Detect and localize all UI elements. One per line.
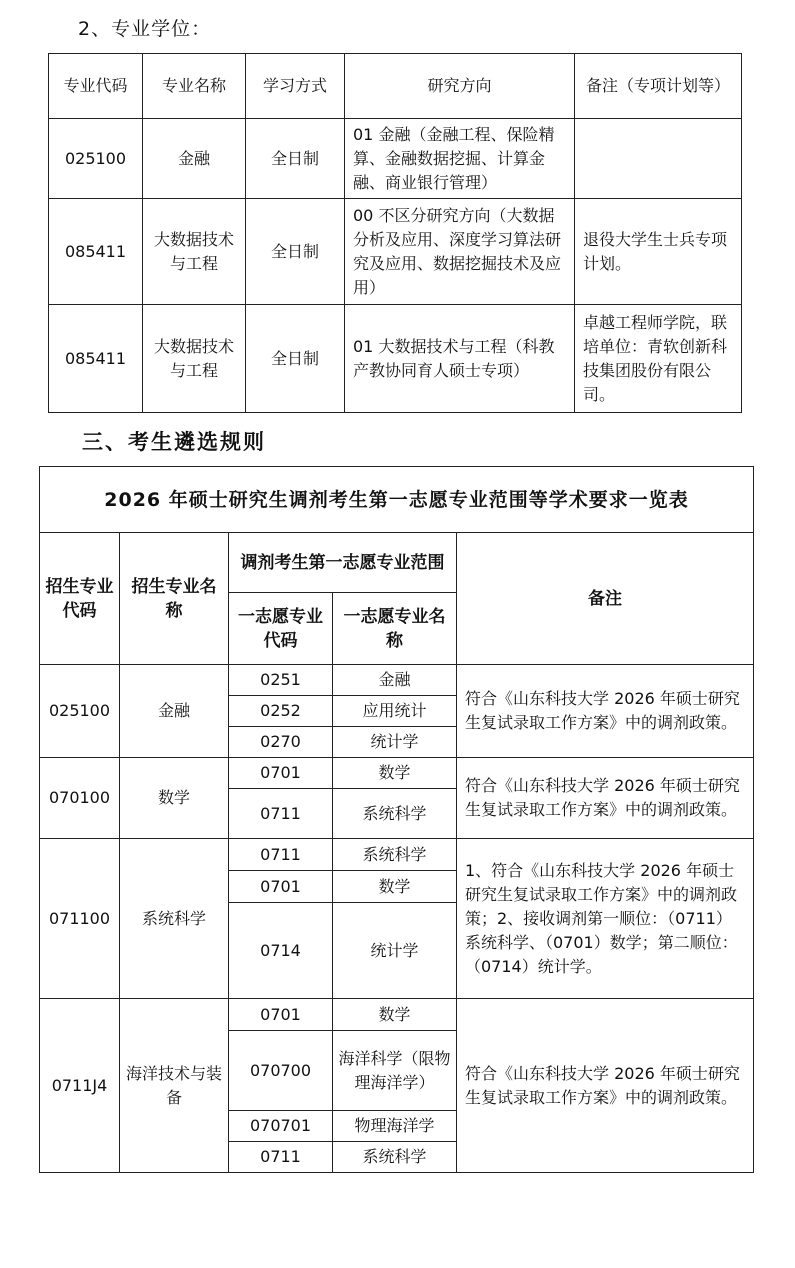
table-row [40, 839, 754, 871]
professional-degree-table [48, 53, 742, 413]
header-remark: 备注 [457, 533, 754, 665]
first-choice-name: 系统科学 [333, 839, 457, 871]
study-mode: 全日制 [246, 119, 345, 199]
major-name: 金融 [143, 119, 246, 199]
first-choice-code: 0701 [229, 999, 333, 1031]
research-direction: 00 不区分研究方向（大数据分析及应用、深度学习算法研究及应用、数据挖掘技术及应用） [345, 199, 575, 305]
first-choice-code: 0711 [229, 789, 333, 839]
major-code: 085411 [49, 199, 143, 305]
section-heading-professional-degree: 2、专业学位： [78, 18, 212, 40]
remark: 退役大学生士兵专项计划。 [575, 199, 742, 305]
table-header-row [49, 54, 742, 119]
table-title: 2026 年硕士研究生调剂考生第一志愿专业范围等学术要求一览表 [40, 467, 754, 533]
header-cell: 专业代码 [49, 54, 143, 119]
major-name: 金融 [120, 665, 229, 758]
remark: 符合《山东科技大学 2026 年硕士研究生复试录取工作方案》中的调剂政策。 [457, 665, 754, 758]
header-cell: 备注（专项计划等） [575, 54, 742, 119]
first-choice-name: 金融 [333, 665, 457, 696]
table-row [49, 119, 742, 199]
header-first-choice-name: 一志愿专业名称 [333, 593, 457, 665]
first-choice-code: 070700 [229, 1031, 333, 1111]
major-code: 025100 [40, 665, 120, 758]
section-heading-selection-rules: 三、考生遴选规则 [82, 430, 266, 454]
major-code: 0711J4 [40, 999, 120, 1173]
first-choice-code: 0251 [229, 665, 333, 696]
first-choice-code: 0252 [229, 696, 333, 727]
major-code: 070100 [40, 758, 120, 839]
table-row [40, 999, 754, 1031]
header-first-choice-code: 一志愿专业代码 [229, 593, 333, 665]
remark: 卓越工程师学院，联培单位：青软创新科技集团股份有限公司。 [575, 305, 742, 413]
header-major-name: 招生专业名称 [120, 533, 229, 665]
header-cell: 研究方向 [345, 54, 575, 119]
research-direction: 01 大数据技术与工程（科教产教协同育人硕士专项） [345, 305, 575, 413]
table-row [40, 758, 754, 789]
first-choice-name: 应用统计 [333, 696, 457, 727]
first-choice-name: 统计学 [333, 903, 457, 999]
major-name: 数学 [120, 758, 229, 839]
table-row [49, 199, 742, 305]
adjustment-requirements-table [39, 466, 754, 1173]
major-code: 071100 [40, 839, 120, 999]
remark: 符合《山东科技大学 2026 年硕士研究生复试录取工作方案》中的调剂政策。 [457, 999, 754, 1173]
major-code: 025100 [49, 119, 143, 199]
study-mode: 全日制 [246, 305, 345, 413]
table-row [49, 305, 742, 413]
first-choice-code: 0270 [229, 727, 333, 758]
major-name: 海洋技术与装备 [120, 999, 229, 1173]
major-name: 大数据技术与工程 [143, 199, 246, 305]
major-name: 大数据技术与工程 [143, 305, 246, 413]
header-cell: 学习方式 [246, 54, 345, 119]
first-choice-name: 系统科学 [333, 789, 457, 839]
header-cell: 专业名称 [143, 54, 246, 119]
first-choice-name: 海洋科学（限物理海洋学） [333, 1031, 457, 1111]
first-choice-code: 0711 [229, 839, 333, 871]
first-choice-code: 0711 [229, 1142, 333, 1173]
first-choice-code: 0714 [229, 903, 333, 999]
first-choice-name: 数学 [333, 999, 457, 1031]
first-choice-name: 统计学 [333, 727, 457, 758]
first-choice-code: 0701 [229, 758, 333, 789]
remark [575, 119, 742, 199]
major-name: 系统科学 [120, 839, 229, 999]
study-mode: 全日制 [246, 199, 345, 305]
header-first-choice-scope: 调剂考生第一志愿专业范围 [229, 533, 457, 593]
major-code: 085411 [49, 305, 143, 413]
first-choice-name: 物理海洋学 [333, 1111, 457, 1142]
table-row [40, 665, 754, 696]
remark: 符合《山东科技大学 2026 年硕士研究生复试录取工作方案》中的调剂政策。 [457, 758, 754, 839]
first-choice-name: 系统科学 [333, 1142, 457, 1173]
first-choice-name: 数学 [333, 758, 457, 789]
first-choice-name: 数学 [333, 871, 457, 903]
header-major-code: 招生专业代码 [40, 533, 120, 665]
first-choice-code: 0701 [229, 871, 333, 903]
first-choice-code: 070701 [229, 1111, 333, 1142]
remark: 1、符合《山东科技大学 2026 年硕士研究生复试录取工作方案》中的调剂政策；2、接收调剂第一顺位：（0711）系统科学、（0701）数学；第二顺位：（0714）统计学。 [457, 839, 754, 999]
research-direction: 01 金融（金融工程、保险精算、金融数据挖掘、计算金融、商业银行管理） [345, 119, 575, 199]
